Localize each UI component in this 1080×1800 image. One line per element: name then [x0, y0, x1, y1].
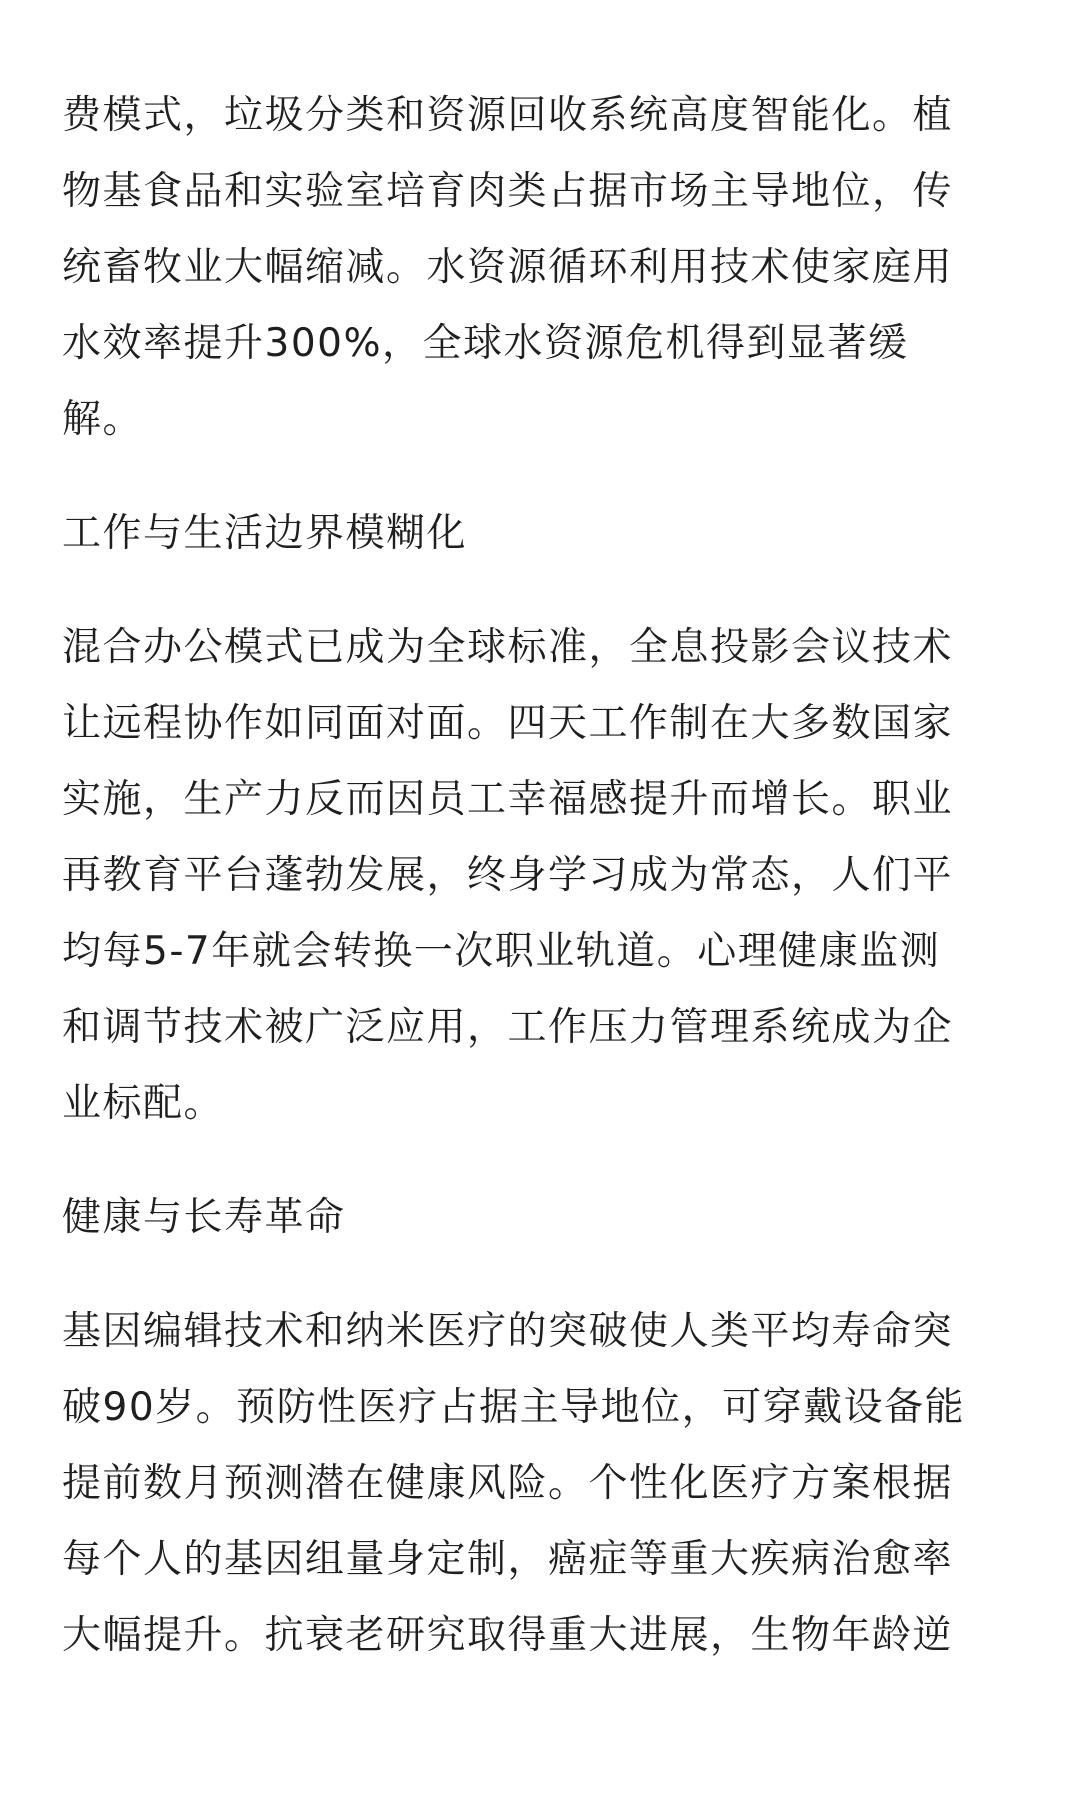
text-line: 每个人的基因组量身定制，癌症等重大疾病治愈率 [62, 1537, 954, 1582]
text-line: 让远程协作如同面对面。四天工作制在大多数国家 [62, 701, 954, 746]
article-body [62, 78, 1022, 1712]
text-line: 业标配。 [62, 1081, 225, 1126]
paragraph-resources [62, 78, 1022, 458]
section-heading-work-life [62, 496, 1022, 572]
text-line: 统畜牧业大幅缩减。水资源循环利用技术使家庭用 [62, 245, 954, 290]
text-line: 物基食品和实验室培育肉类占据市场主导地位，传 [62, 169, 954, 214]
paragraph-health [62, 1294, 1022, 1674]
text-line: 解。 [62, 397, 144, 442]
section-heading-health [62, 1180, 1022, 1256]
text-line: 破90岁。预防性医疗占据主导地位，可穿戴设备能 [62, 1385, 966, 1430]
text-line: 和调节技术被广泛应用，工作压力管理系统成为企 [62, 1005, 954, 1050]
text-line: 混合办公模式已成为全球标准，全息投影会议技术 [62, 625, 954, 670]
text-line: 再教育平台蓬勃发展，终身学习成为常态，人们平 [62, 853, 954, 898]
text-line: 费模式，垃圾分类和资源回收系统高度智能化。植 [62, 93, 954, 138]
text-line: 均每5-7年就会转换一次职业轨道。心理健康监测 [62, 929, 941, 974]
section-heading-text: 健康与长寿革命 [62, 1195, 346, 1240]
text-line: 基因编辑技术和纳米医疗的突破使人类平均寿命突 [62, 1309, 954, 1354]
text-line: 水效率提升300%，全球水资源危机得到显著缓 [62, 321, 909, 366]
paragraph-work-life [62, 610, 1022, 1142]
text-line: 大幅提升。抗衰老研究取得重大进展，生物年龄逆 [62, 1613, 954, 1658]
text-line: 实施，生产力反而因员工幸福感提升而增长。职业 [62, 777, 954, 822]
section-heading-text: 工作与生活边界模糊化 [62, 511, 468, 556]
text-line: 提前数月预测潜在健康风险。个性化医疗方案根据 [62, 1461, 954, 1506]
